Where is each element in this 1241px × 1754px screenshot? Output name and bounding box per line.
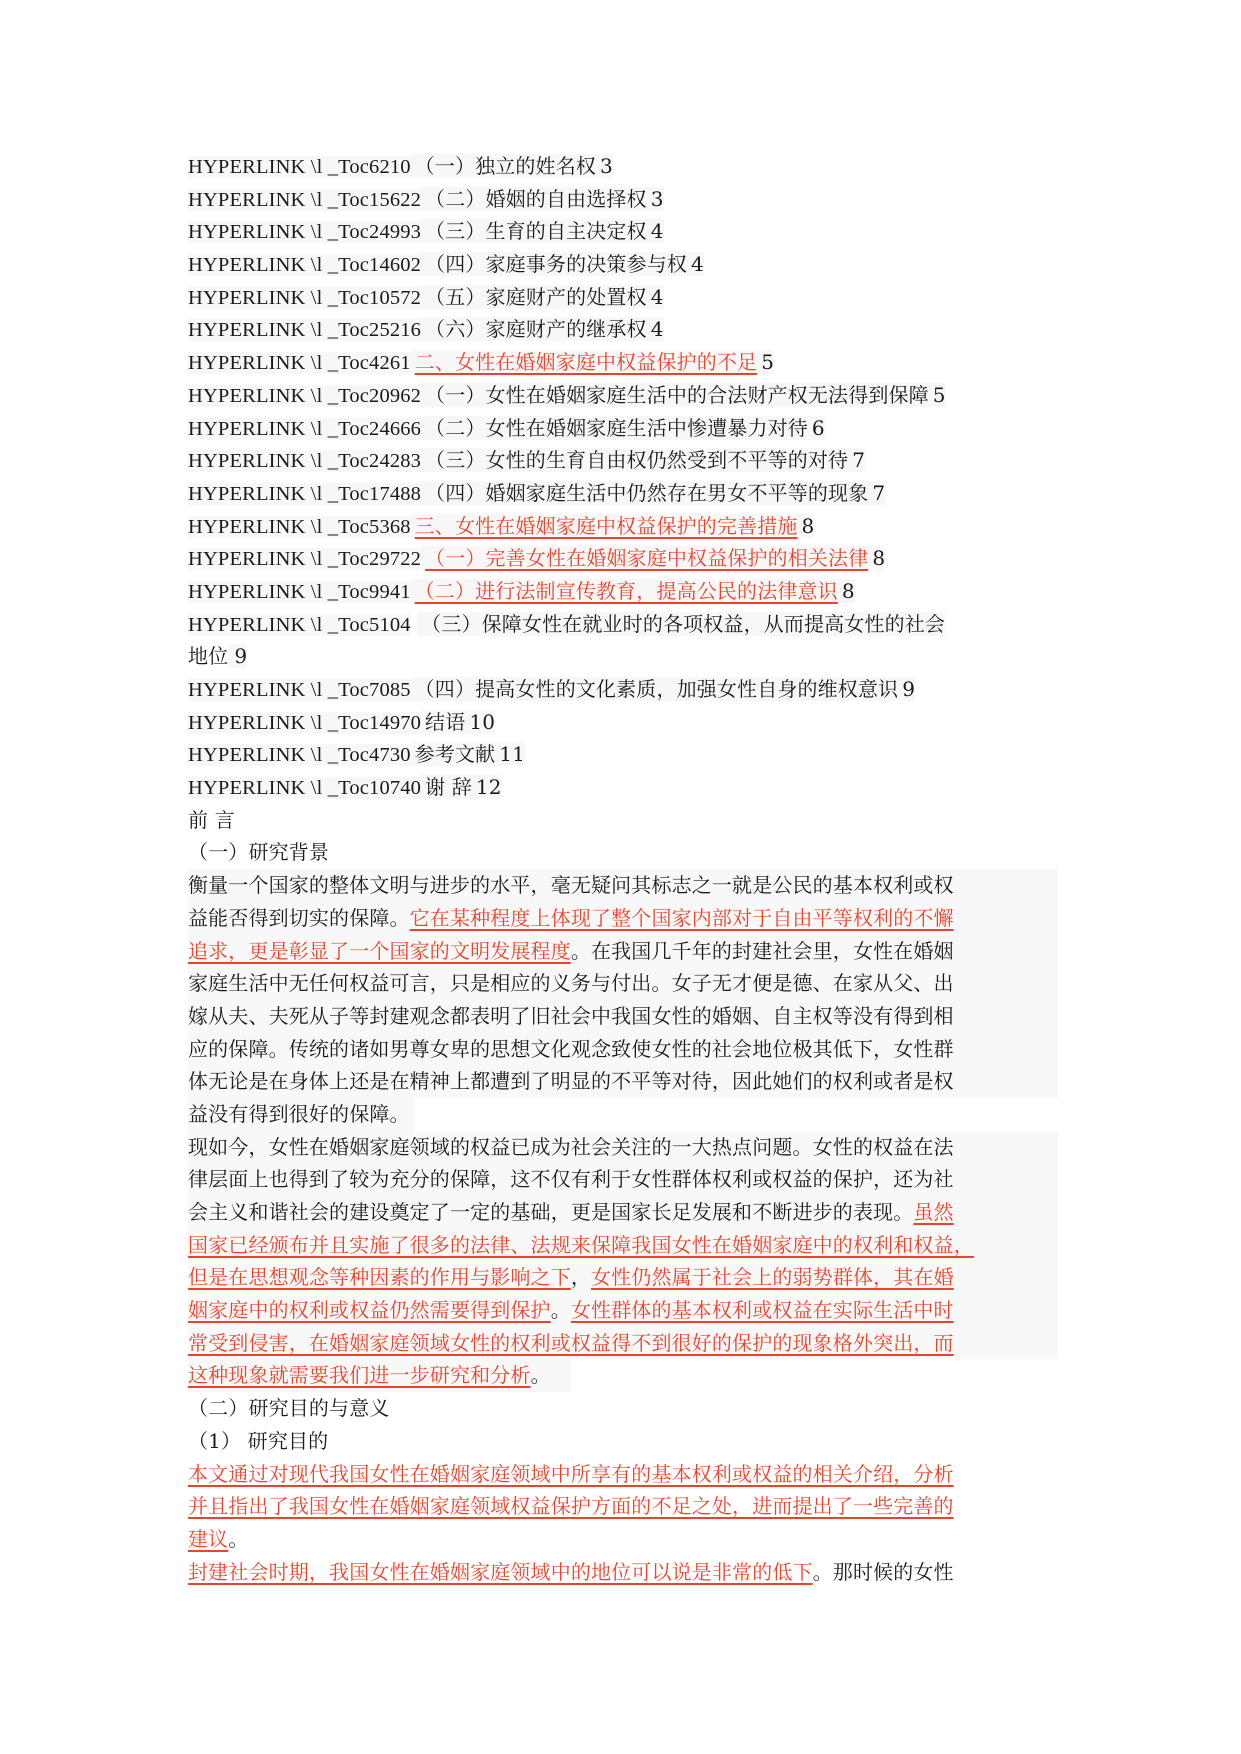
toc-field-code: HYPERLINK \l _Toc7085 xyxy=(188,679,411,701)
text-run: 益能否得到切实的保障。 xyxy=(188,905,410,930)
toc-entry[interactable] xyxy=(188,346,1058,379)
toc-page-number: 3 xyxy=(647,187,664,211)
toc-entry[interactable] xyxy=(188,771,1058,804)
toc-field-code: HYPERLINK \l _Toc9941 xyxy=(188,580,411,603)
paragraph-current-situation xyxy=(188,1131,1058,1393)
highlighted-text: 女性群体的基本权利或权益在实际生活中时 xyxy=(570,1298,954,1323)
toc-field-code: HYPERLINK \l _Toc10740 xyxy=(188,777,422,800)
highlighted-text: 女性仍然属于社会上的弱势群体，其在婚 xyxy=(591,1265,954,1290)
paragraph-line xyxy=(188,902,1058,935)
toc-entry[interactable] xyxy=(188,379,1058,412)
toc-entry-title-continued: 地位 xyxy=(188,644,229,669)
toc-page-number: 4 xyxy=(647,285,664,309)
toc-entry[interactable] xyxy=(188,706,1058,739)
paragraph-purpose xyxy=(188,1458,1058,1556)
toc-page-number: 6 xyxy=(808,416,825,440)
toc-field-code: HYPERLINK \l _Toc24993 xyxy=(188,221,422,244)
toc-page-number: 4 xyxy=(687,252,704,276)
highlighted-text: 追求，更是彰显了一个国家的文明发展程度 xyxy=(188,938,571,963)
toc-entry-title: （四）提高女性的文化素质，加强女性自身的维权意识 xyxy=(411,677,899,701)
paragraph-line: 体无论是在身体上还是在精神上都遭到了明显的不平等对待，因此她们的权利或者是权 xyxy=(188,1065,1058,1098)
toc-entry-title: （一）完善女性在婚姻家庭中权益保护的相关法律 xyxy=(421,546,868,570)
toc-entry[interactable] xyxy=(188,477,1058,510)
paragraph-line: 应的保障。传统的诸如男尊女卑的思想文化观念致使女性的社会地位极其低下，女性群 xyxy=(188,1033,1058,1066)
toc-entry[interactable] xyxy=(188,150,1058,183)
highlighted-text: 这种现象就需要我们进一步研究和分析 xyxy=(188,1363,531,1388)
toc-entry-title: （四）婚姻家庭生活中仍然存在男女不平等的现象 xyxy=(421,481,868,505)
toc-entry-title: （二）女性在婚姻家庭生活中惨遭暴力对待 xyxy=(421,416,808,440)
toc-entry-title: 结语 xyxy=(421,710,465,734)
toc-page-number: 7 xyxy=(848,448,865,472)
toc-page-number: 10 xyxy=(465,710,495,734)
toc-field-code: HYPERLINK \l _Toc15622 xyxy=(188,188,422,211)
highlighted-text: 姻家庭中的权利或权益仍然需要得到保护 xyxy=(188,1298,551,1323)
toc-page-number: 5 xyxy=(757,350,774,374)
text-run: 。在我国几千年的封建社会里，女性在婚姻 xyxy=(570,938,954,963)
text-run: 。 xyxy=(228,1526,249,1551)
section-heading-background: （一）研究背景 xyxy=(188,836,1058,869)
toc-entry-title: 谢 辞 xyxy=(421,775,472,799)
subsection-heading-purpose: （1） 研究目的 xyxy=(188,1425,1058,1458)
toc-page-number: 8 xyxy=(798,514,815,538)
toc-field-code: HYPERLINK \l _Toc24283 xyxy=(188,450,422,473)
toc-page-number: 9 xyxy=(898,677,915,701)
toc-entry-title: （一）女性在婚姻家庭生活中的合法财产权无法得到保障 xyxy=(421,383,929,407)
toc-field-code: HYPERLINK \l _Toc17488 xyxy=(188,482,422,505)
highlighted-text: 封建社会时期，我国女性在婚姻家庭领域中的地位可以说是非常的低下 xyxy=(188,1559,813,1584)
preface-heading: 前 言 xyxy=(188,804,1058,837)
paragraph-line xyxy=(188,1359,571,1392)
toc-entry[interactable] xyxy=(188,738,1058,771)
toc-entry[interactable] xyxy=(188,510,1058,543)
paragraph-line: 律层面上也得到了较为充分的保障，这不仅有利于女性群体权利或权益的保护，还为社 xyxy=(188,1163,1058,1196)
toc-field-code: HYPERLINK \l _Toc14970 xyxy=(188,711,422,734)
toc-field-code: HYPERLINK \l _Toc5368 xyxy=(188,515,411,538)
toc-field-code: HYPERLINK \l _Toc20962 xyxy=(188,384,422,407)
toc-entry-continuation xyxy=(188,640,1058,673)
highlighted-text: 建议 xyxy=(188,1526,229,1551)
section-heading-purpose: （二）研究目的与意义 xyxy=(188,1392,1058,1425)
paragraph-feudal xyxy=(188,1556,1058,1589)
toc-page-number: 7 xyxy=(868,481,885,505)
toc-entry-title: 参考文献 xyxy=(411,742,496,766)
toc-entry[interactable] xyxy=(188,281,1058,314)
text-run: 。 xyxy=(530,1363,551,1388)
toc-entry-title: （二）进行法制宣传教育，提高公民的法律意识 xyxy=(411,579,838,603)
toc-entry[interactable] xyxy=(188,248,1058,281)
toc-page-number: 12 xyxy=(472,775,502,799)
highlighted-line: 本文通过对现代我国女性在婚姻家庭领域中所享有的基本权利或权益的相关介绍，分析 xyxy=(188,1461,954,1486)
toc-entry-title: （二）婚姻的自由选择权 xyxy=(421,187,647,211)
paragraph-line xyxy=(188,1196,1058,1229)
toc-entry-title: （三）保障女性在就业时的各项权益，从而提高女性的社会 xyxy=(417,612,945,636)
toc-page-number: 4 xyxy=(647,317,664,341)
toc-entry-title: （五）家庭财产的处置权 xyxy=(421,285,647,309)
text-run: ， xyxy=(570,1265,592,1290)
paragraph-line xyxy=(188,1261,1058,1294)
toc-page-number: 9 xyxy=(228,644,247,668)
paragraph-line: 益没有得到很好的保障。 xyxy=(188,1098,414,1131)
toc-entry[interactable] xyxy=(188,183,1058,216)
toc-entry[interactable] xyxy=(188,575,1058,608)
paragraph-line: 衡量一个国家的整体文明与进步的水平，毫无疑问其标志之一就是公民的基本权利或权 xyxy=(188,869,1058,902)
paragraph-line: 家庭生活中无任何权益可言，只是相应的义务与付出。女子无才便是德、在家从父、出 xyxy=(188,967,1058,1000)
toc-entry-title: 二、女性在婚姻家庭中权益保护的不足 xyxy=(411,350,758,374)
toc-entry[interactable] xyxy=(188,542,1058,575)
highlighted-text: 但是在思想观念等种因素的作用与影响之下 xyxy=(188,1265,571,1290)
highlighted-line: 常受到侵害，在婚姻家庭领域女性的权利或权益得不到很好的保护的现象格外突出，而 xyxy=(188,1327,1058,1360)
toc-entry-title: （四）家庭事务的决策参与权 xyxy=(421,252,687,276)
toc-field-code: HYPERLINK \l _Toc29722 xyxy=(188,548,422,571)
toc-entry[interactable] xyxy=(188,313,1058,346)
paragraph-background xyxy=(188,869,1058,1131)
toc-page-number: 5 xyxy=(929,383,946,407)
highlighted-text: 虽然 xyxy=(913,1200,954,1224)
toc-page-number: 4 xyxy=(647,219,664,243)
toc-field-code: HYPERLINK \l _Toc5104 xyxy=(188,613,411,636)
toc-page-number: 8 xyxy=(838,579,855,603)
highlighted-line: 国家已经颁布并且实施了很多的法律、法规来保障我国女性在婚姻家庭中的权利和权益， xyxy=(188,1229,1058,1262)
document-page xyxy=(188,150,1058,1588)
text-run: 会主义和谐社会的建设奠定了一定的基础，更是国家长足发展和不断进步的表现。 xyxy=(188,1200,914,1224)
toc-entry-title: 三、女性在婚姻家庭中权益保护的完善措施 xyxy=(411,514,798,538)
toc-field-code: HYPERLINK \l _Toc4730 xyxy=(188,744,411,767)
toc-field-code: HYPERLINK \l _Toc25216 xyxy=(188,319,422,342)
paragraph-line xyxy=(188,935,1058,968)
toc-field-code: HYPERLINK \l _Toc4261 xyxy=(188,352,411,375)
paragraph-line: 嫁从夫、夫死从子等封建观念都表明了旧社会中我国女性的婚姻、自主权等没有得到相 xyxy=(188,1000,1058,1033)
highlighted-text: 它在某种程度上体现了整个国家内部对于自由平等权利的不懈 xyxy=(409,905,954,930)
toc-entry-title: （六）家庭财产的继承权 xyxy=(421,317,647,341)
paragraph-line xyxy=(188,1556,1058,1589)
toc-entry-title: （三）生育的自主决定权 xyxy=(421,219,647,243)
toc-entry[interactable] xyxy=(188,444,1058,477)
toc-field-code: HYPERLINK \l _Toc10572 xyxy=(188,286,422,309)
text-run: 。 xyxy=(550,1298,571,1323)
highlighted-line: 并且指出了我国女性在婚姻家庭领域权益保护方面的不足之处，进而提出了一些完善的 xyxy=(188,1494,954,1519)
toc-page-number: 11 xyxy=(495,742,525,766)
toc-field-code: HYPERLINK \l _Toc24666 xyxy=(188,417,422,440)
paragraph-line: 现如今，女性在婚姻家庭领域的权益已成为社会关注的一大热点问题。女性的权益在法 xyxy=(188,1131,1058,1164)
toc-entry[interactable] xyxy=(188,412,1058,445)
table-of-contents xyxy=(188,150,1058,804)
toc-entry[interactable] xyxy=(188,215,1058,248)
toc-field-code: HYPERLINK \l _Toc6210 xyxy=(188,156,411,178)
toc-entry-title: （一）独立的姓名权 xyxy=(411,154,596,178)
toc-entry-title: （三）女性的生育自由权仍然受到不平等的对待 xyxy=(421,448,848,472)
toc-field-code: HYPERLINK \l _Toc14602 xyxy=(188,254,422,277)
text-run: 。那时候的女性 xyxy=(812,1559,954,1584)
toc-entry[interactable] xyxy=(188,673,1058,706)
paragraph-line xyxy=(188,1523,1058,1556)
paragraph-line xyxy=(188,1294,1058,1327)
toc-page-number: 8 xyxy=(868,546,885,570)
toc-entry[interactable] xyxy=(188,608,1058,641)
toc-page-number: 3 xyxy=(596,154,613,178)
